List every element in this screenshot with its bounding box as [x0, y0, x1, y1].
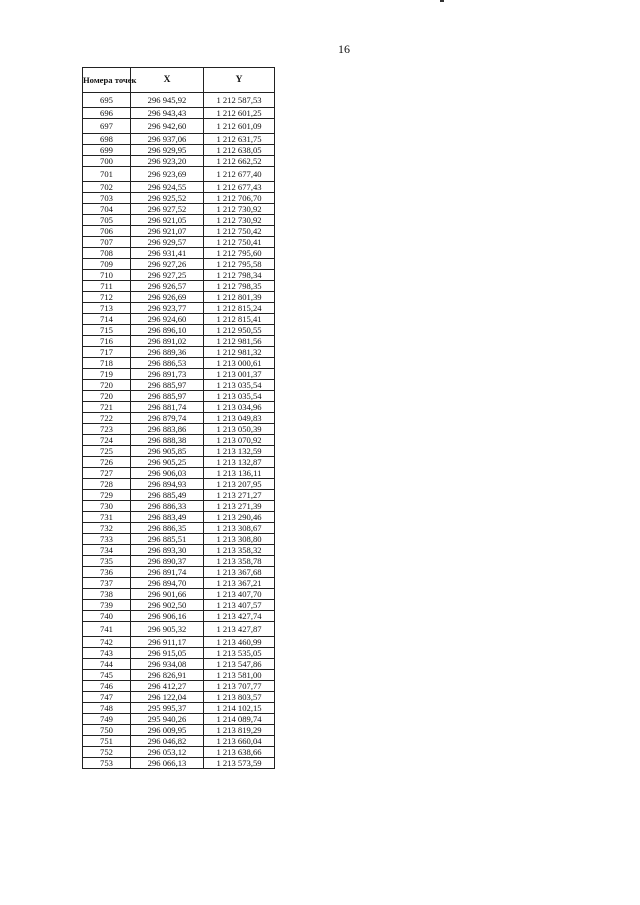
point-number-cell: 722: [83, 413, 131, 424]
point-number-cell: 743: [83, 648, 131, 659]
x-coordinate-cell: 296 896,10: [131, 325, 204, 336]
x-coordinate-cell: 296 924,60: [131, 314, 204, 325]
point-number-cell: 712: [83, 292, 131, 303]
table-row: [83, 670, 275, 681]
point-number-cell: 753: [83, 758, 131, 769]
page-number: 16: [338, 42, 350, 56]
table-row: [83, 402, 275, 413]
table-row: [83, 270, 275, 281]
table-row: [83, 681, 275, 692]
y-coordinate-cell: 1 213 427,74: [204, 611, 275, 622]
y-coordinate-cell: 1 213 001,37: [204, 369, 275, 380]
table-row: [83, 182, 275, 193]
x-coordinate-cell: 296 911,17: [131, 637, 204, 648]
table-row: [83, 512, 275, 523]
table-row: [83, 457, 275, 468]
table-row: [83, 204, 275, 215]
x-coordinate-cell: 296 891,02: [131, 336, 204, 347]
point-number-cell: 724: [83, 435, 131, 446]
point-number-cell: 725: [83, 446, 131, 457]
x-coordinate-cell: 295 995,37: [131, 703, 204, 714]
point-number-cell: 699: [83, 145, 131, 156]
point-number-cell: 726: [83, 457, 131, 468]
y-coordinate-cell: 1 213 819,29: [204, 725, 275, 736]
point-number-cell: 729: [83, 490, 131, 501]
header-y: Y: [204, 68, 275, 93]
table-row: [83, 93, 275, 108]
x-coordinate-cell: 296 891,73: [131, 369, 204, 380]
point-number-cell: 748: [83, 703, 131, 714]
table-row: [83, 622, 275, 637]
y-coordinate-cell: 1 212 798,34: [204, 270, 275, 281]
point-number-cell: 707: [83, 237, 131, 248]
x-coordinate-cell: 296 891,74: [131, 567, 204, 578]
point-number-cell: 742: [83, 637, 131, 648]
point-number-cell: 705: [83, 215, 131, 226]
table-row: [83, 545, 275, 556]
x-coordinate-cell: 296 905,85: [131, 446, 204, 457]
y-coordinate-cell: 1 213 358,78: [204, 556, 275, 567]
y-coordinate-cell: 1 213 049,83: [204, 413, 275, 424]
point-number-cell: 732: [83, 523, 131, 534]
point-number-cell: 734: [83, 545, 131, 556]
point-number-cell: 728: [83, 479, 131, 490]
x-coordinate-cell: 296 921,07: [131, 226, 204, 237]
y-coordinate-cell: 1 213 407,57: [204, 600, 275, 611]
table-row: [83, 391, 275, 402]
point-number-cell: 731: [83, 512, 131, 523]
x-coordinate-cell: 296 924,55: [131, 182, 204, 193]
x-coordinate-cell: 296 943,43: [131, 108, 204, 119]
y-coordinate-cell: 1 212 950,55: [204, 325, 275, 336]
y-coordinate-cell: 1 213 290,46: [204, 512, 275, 523]
point-number-cell: 741: [83, 622, 131, 637]
point-number-cell: 716: [83, 336, 131, 347]
table-row: [83, 424, 275, 435]
point-number-cell: 697: [83, 119, 131, 134]
table-row: [83, 193, 275, 204]
table-row: [83, 108, 275, 119]
y-coordinate-cell: 1 213 050,39: [204, 424, 275, 435]
y-coordinate-cell: 1 213 638,66: [204, 747, 275, 758]
x-coordinate-cell: 296 412,27: [131, 681, 204, 692]
point-number-cell: 749: [83, 714, 131, 725]
x-coordinate-cell: 296 888,38: [131, 435, 204, 446]
point-number-cell: 706: [83, 226, 131, 237]
point-number-cell: 696: [83, 108, 131, 119]
table-row: [83, 156, 275, 167]
x-coordinate-cell: 296 893,30: [131, 545, 204, 556]
x-coordinate-cell: 296 890,37: [131, 556, 204, 567]
table-row: [83, 413, 275, 424]
y-coordinate-cell: 1 213 132,59: [204, 446, 275, 457]
point-number-cell: 751: [83, 736, 131, 747]
y-coordinate-cell: 1 213 358,32: [204, 545, 275, 556]
table-row: [83, 336, 275, 347]
point-number-cell: 746: [83, 681, 131, 692]
table-row: [83, 248, 275, 259]
point-number-cell: 719: [83, 369, 131, 380]
table-body: [83, 93, 275, 769]
table-row: [83, 358, 275, 369]
x-coordinate-cell: 296 906,03: [131, 468, 204, 479]
x-coordinate-cell: 296 894,93: [131, 479, 204, 490]
y-coordinate-cell: 1 213 000,61: [204, 358, 275, 369]
point-number-cell: 700: [83, 156, 131, 167]
y-coordinate-cell: 1 213 407,70: [204, 589, 275, 600]
table-row: [83, 703, 275, 714]
table-row: [83, 435, 275, 446]
x-coordinate-cell: 296 886,33: [131, 501, 204, 512]
point-number-cell: 744: [83, 659, 131, 670]
table-header-row: [83, 68, 275, 93]
table-row: [83, 648, 275, 659]
y-coordinate-cell: 1 213 707,77: [204, 681, 275, 692]
x-coordinate-cell: 296 826,91: [131, 670, 204, 681]
point-number-cell: 747: [83, 692, 131, 703]
coordinates-table: [82, 67, 275, 769]
table-row: [83, 446, 275, 457]
x-coordinate-cell: 296 945,92: [131, 93, 204, 108]
y-coordinate-cell: 1 212 587,53: [204, 93, 275, 108]
x-coordinate-cell: 296 879,74: [131, 413, 204, 424]
y-coordinate-cell: 1 214 089,74: [204, 714, 275, 725]
y-coordinate-cell: 1 213 367,68: [204, 567, 275, 578]
y-coordinate-cell: 1 212 677,40: [204, 167, 275, 182]
x-coordinate-cell: 296 929,57: [131, 237, 204, 248]
y-coordinate-cell: 1 212 815,24: [204, 303, 275, 314]
y-coordinate-cell: 1 213 034,96: [204, 402, 275, 413]
y-coordinate-cell: 1 213 427,87: [204, 622, 275, 637]
point-number-cell: 715: [83, 325, 131, 336]
x-coordinate-cell: 296 046,82: [131, 736, 204, 747]
table-row: [83, 292, 275, 303]
x-coordinate-cell: 296 927,25: [131, 270, 204, 281]
table-row: [83, 167, 275, 182]
y-coordinate-cell: 1 213 367,21: [204, 578, 275, 589]
table-row: [83, 369, 275, 380]
table-row: [83, 303, 275, 314]
x-coordinate-cell: 296 927,52: [131, 204, 204, 215]
point-number-cell: 709: [83, 259, 131, 270]
x-coordinate-cell: 296 923,69: [131, 167, 204, 182]
point-number-cell: 714: [83, 314, 131, 325]
x-coordinate-cell: 295 940,26: [131, 714, 204, 725]
table-row: [83, 611, 275, 622]
table-row: [83, 556, 275, 567]
x-coordinate-cell: 296 901,66: [131, 589, 204, 600]
point-number-cell: 740: [83, 611, 131, 622]
x-coordinate-cell: 296 931,41: [131, 248, 204, 259]
table-row: [83, 145, 275, 156]
y-coordinate-cell: 1 212 801,39: [204, 292, 275, 303]
table-row: [83, 468, 275, 479]
x-coordinate-cell: 296 906,16: [131, 611, 204, 622]
y-coordinate-cell: 1 212 750,42: [204, 226, 275, 237]
y-coordinate-cell: 1 212 631,75: [204, 134, 275, 145]
y-coordinate-cell: 1 212 815,41: [204, 314, 275, 325]
table-row: [83, 134, 275, 145]
table-row: [83, 534, 275, 545]
x-coordinate-cell: 296 923,77: [131, 303, 204, 314]
table-row: [83, 347, 275, 358]
point-number-cell: 711: [83, 281, 131, 292]
header-x: X: [131, 68, 204, 93]
point-number-cell: 736: [83, 567, 131, 578]
y-coordinate-cell: 1 213 271,27: [204, 490, 275, 501]
x-coordinate-cell: 296 926,57: [131, 281, 204, 292]
y-coordinate-cell: 1 212 601,25: [204, 108, 275, 119]
x-coordinate-cell: 296 915,05: [131, 648, 204, 659]
y-coordinate-cell: 1 212 981,56: [204, 336, 275, 347]
point-number-cell: 695: [83, 93, 131, 108]
table-row: [83, 692, 275, 703]
x-coordinate-cell: 296 927,26: [131, 259, 204, 270]
point-number-cell: 704: [83, 204, 131, 215]
point-number-cell: 717: [83, 347, 131, 358]
table-row: [83, 600, 275, 611]
table-row: [83, 758, 275, 769]
point-number-cell: 739: [83, 600, 131, 611]
y-coordinate-cell: 1 212 706,70: [204, 193, 275, 204]
x-coordinate-cell: 296 934,08: [131, 659, 204, 670]
x-coordinate-cell: 296 885,97: [131, 380, 204, 391]
point-number-cell: 720: [83, 380, 131, 391]
y-coordinate-cell: 1 212 730,92: [204, 204, 275, 215]
y-coordinate-cell: 1 213 070,92: [204, 435, 275, 446]
y-coordinate-cell: 1 213 132,87: [204, 457, 275, 468]
table-row: [83, 215, 275, 226]
table-row: [83, 523, 275, 534]
y-coordinate-cell: 1 213 308,80: [204, 534, 275, 545]
point-number-cell: 727: [83, 468, 131, 479]
x-coordinate-cell: 296 885,51: [131, 534, 204, 545]
y-coordinate-cell: 1 213 271,39: [204, 501, 275, 512]
table-row: [83, 119, 275, 134]
point-number-cell: 733: [83, 534, 131, 545]
x-coordinate-cell: 296 937,06: [131, 134, 204, 145]
y-coordinate-cell: 1 212 662,52: [204, 156, 275, 167]
y-coordinate-cell: 1 213 207,95: [204, 479, 275, 490]
x-coordinate-cell: 296 883,49: [131, 512, 204, 523]
y-coordinate-cell: 1 213 803,57: [204, 692, 275, 703]
x-coordinate-cell: 296 902,50: [131, 600, 204, 611]
table-row: [83, 226, 275, 237]
point-number-cell: 735: [83, 556, 131, 567]
point-number-cell: 730: [83, 501, 131, 512]
y-coordinate-cell: 1 213 581,00: [204, 670, 275, 681]
y-coordinate-cell: 1 213 660,04: [204, 736, 275, 747]
y-coordinate-cell: 1 213 035,54: [204, 391, 275, 402]
table-row: [83, 714, 275, 725]
y-coordinate-cell: 1 213 460,99: [204, 637, 275, 648]
table-row: [83, 637, 275, 648]
y-coordinate-cell: 1 212 750,41: [204, 237, 275, 248]
table-row: [83, 736, 275, 747]
point-number-cell: 713: [83, 303, 131, 314]
x-coordinate-cell: 296 905,32: [131, 622, 204, 637]
y-coordinate-cell: 1 214 102,15: [204, 703, 275, 714]
x-coordinate-cell: 296 889,36: [131, 347, 204, 358]
table-row: [83, 659, 275, 670]
point-number-cell: 710: [83, 270, 131, 281]
scan-mark: [440, 0, 444, 2]
x-coordinate-cell: 296 066,13: [131, 758, 204, 769]
y-coordinate-cell: 1 212 677,43: [204, 182, 275, 193]
x-coordinate-cell: 296 886,53: [131, 358, 204, 369]
x-coordinate-cell: 296 929,95: [131, 145, 204, 156]
table-row: [83, 380, 275, 391]
point-number-cell: 745: [83, 670, 131, 681]
y-coordinate-cell: 1 213 547,86: [204, 659, 275, 670]
x-coordinate-cell: 296 053,12: [131, 747, 204, 758]
table-row: [83, 501, 275, 512]
table-row: [83, 259, 275, 270]
table-row: [83, 589, 275, 600]
table-row: [83, 325, 275, 336]
x-coordinate-cell: 296 886,35: [131, 523, 204, 534]
point-number-cell: 738: [83, 589, 131, 600]
point-number-cell: 703: [83, 193, 131, 204]
x-coordinate-cell: 296 122,04: [131, 692, 204, 703]
x-coordinate-cell: 296 925,52: [131, 193, 204, 204]
x-coordinate-cell: 296 885,49: [131, 490, 204, 501]
table-row: [83, 747, 275, 758]
y-coordinate-cell: 1 213 535,05: [204, 648, 275, 659]
point-number-cell: 701: [83, 167, 131, 182]
x-coordinate-cell: 296 881,74: [131, 402, 204, 413]
table-row: [83, 479, 275, 490]
x-coordinate-cell: 296 926,69: [131, 292, 204, 303]
y-coordinate-cell: 1 212 730,92: [204, 215, 275, 226]
x-coordinate-cell: 296 885,97: [131, 391, 204, 402]
x-coordinate-cell: 296 009,95: [131, 725, 204, 736]
x-coordinate-cell: 296 883,86: [131, 424, 204, 435]
x-coordinate-cell: 296 923,20: [131, 156, 204, 167]
header-point-numbers: Номера точек: [83, 68, 131, 93]
point-number-cell: 718: [83, 358, 131, 369]
y-coordinate-cell: 1 212 638,05: [204, 145, 275, 156]
table-row: [83, 578, 275, 589]
table-row: [83, 281, 275, 292]
point-number-cell: 752: [83, 747, 131, 758]
point-number-cell: 702: [83, 182, 131, 193]
y-coordinate-cell: 1 213 573,59: [204, 758, 275, 769]
table-row: [83, 237, 275, 248]
x-coordinate-cell: 296 921,05: [131, 215, 204, 226]
x-coordinate-cell: 296 894,70: [131, 578, 204, 589]
table-row: [83, 567, 275, 578]
point-number-cell: 708: [83, 248, 131, 259]
y-coordinate-cell: 1 212 795,60: [204, 248, 275, 259]
point-number-cell: 698: [83, 134, 131, 145]
x-coordinate-cell: 296 905,25: [131, 457, 204, 468]
table-row: [83, 314, 275, 325]
y-coordinate-cell: 1 213 035,54: [204, 380, 275, 391]
point-number-cell: 720: [83, 391, 131, 402]
point-number-cell: 723: [83, 424, 131, 435]
point-number-cell: 750: [83, 725, 131, 736]
x-coordinate-cell: 296 942,60: [131, 119, 204, 134]
y-coordinate-cell: 1 212 981,32: [204, 347, 275, 358]
y-coordinate-cell: 1 212 798,35: [204, 281, 275, 292]
y-coordinate-cell: 1 213 308,67: [204, 523, 275, 534]
point-number-cell: 737: [83, 578, 131, 589]
y-coordinate-cell: 1 212 795,58: [204, 259, 275, 270]
y-coordinate-cell: 1 213 136,11: [204, 468, 275, 479]
y-coordinate-cell: 1 212 601,09: [204, 119, 275, 134]
table-row: [83, 725, 275, 736]
table-row: [83, 490, 275, 501]
point-number-cell: 721: [83, 402, 131, 413]
